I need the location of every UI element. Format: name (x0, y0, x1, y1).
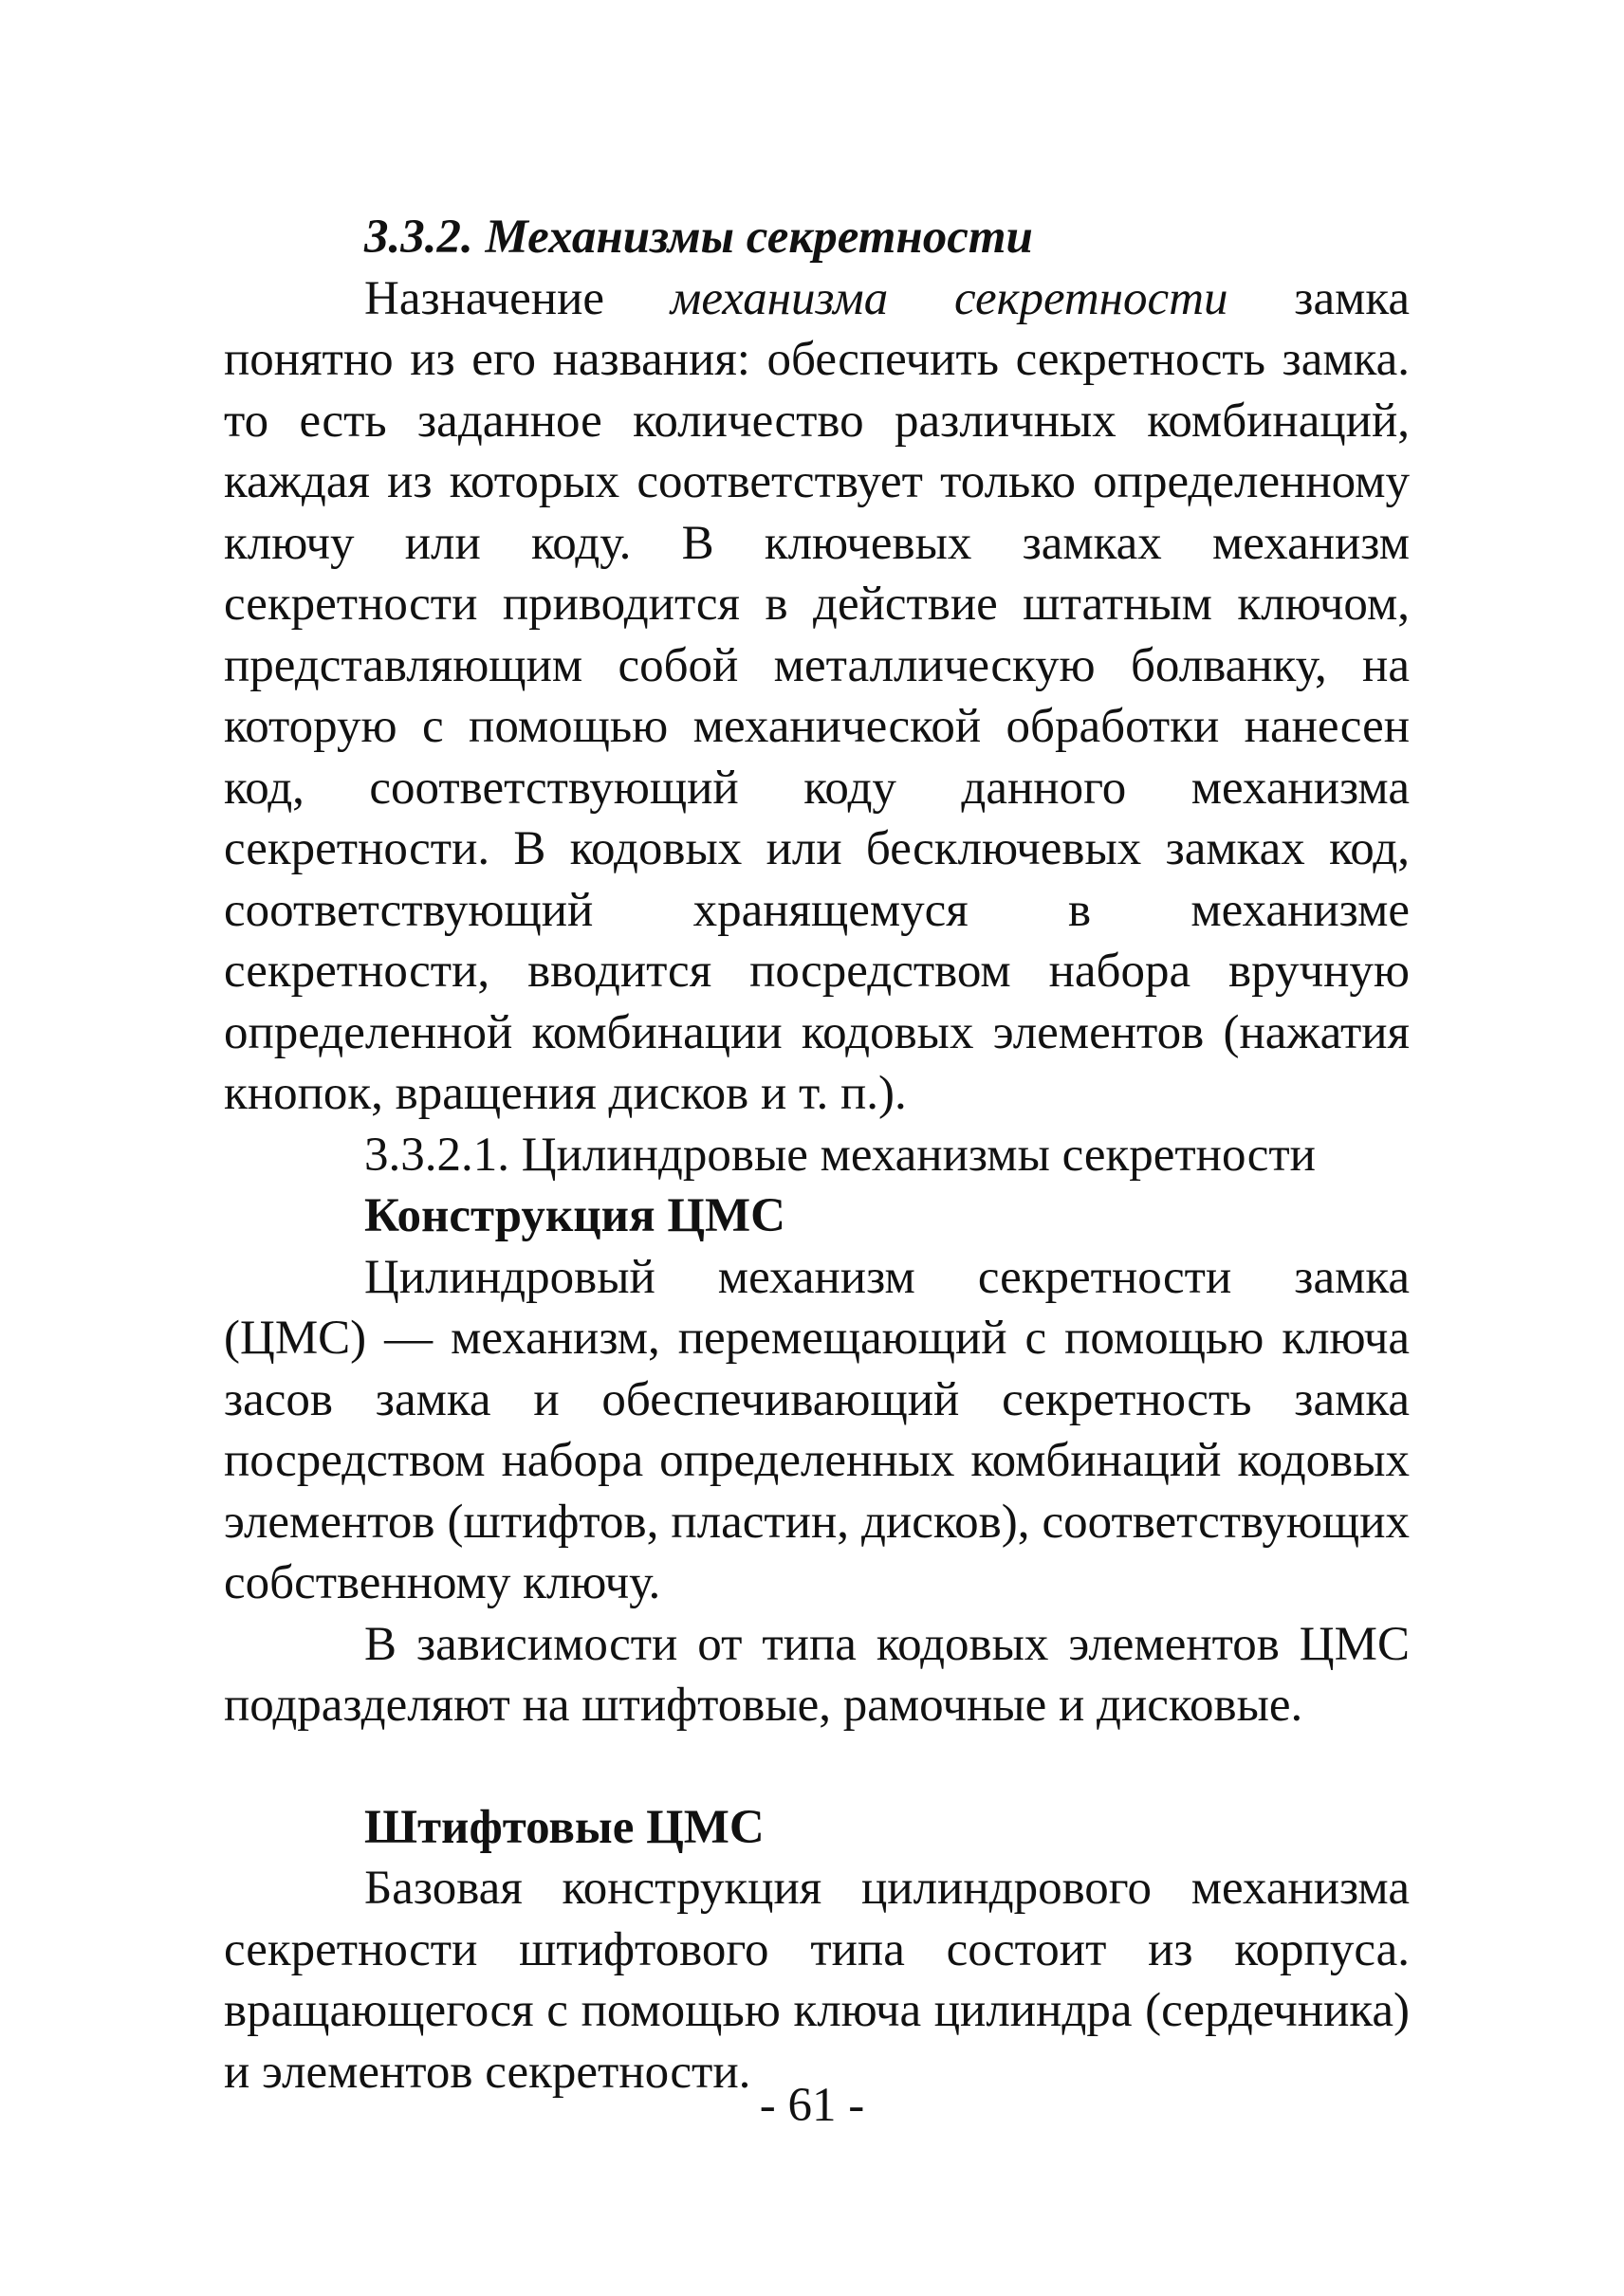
section-title: 3.3.2. Механизмы секретности (364, 211, 1033, 264)
pin-paragraph: Базовая конструкция цилиндрового механизма секретности штифтового типа состоит из корпуса. вращающегося с помощью ключа цилиндра (сердечника) и элементов секретности. (224, 1862, 1410, 2099)
construction-heading: Конструкция ЦМС (364, 1189, 785, 1242)
intro-paragraph (224, 268, 1410, 1125)
section-gap (224, 1736, 1410, 1797)
pin-heading: Штифтовые ЦМС (364, 1800, 765, 1854)
intro-term: механизма секретности (670, 271, 1228, 325)
page-number: - 61 - (759, 2079, 865, 2132)
construction-paragraph-1: Цилиндровый механизм секретности замка (ЦМС) — механизм, перемещающий с помощью ключа засов замка и обеспечивающий секретность замка посредством набора определенных комбинаций кодовых элементов (штифтов, пластин, дисков), соответствующих собственному ключу. (224, 1250, 1410, 1609)
construction-paragraph-2: В зависимости от типа кодовых элементов ЦМС подразделяют на штифтовые, рамочные и дисковые. (224, 1617, 1410, 1732)
text-column (224, 207, 1410, 2103)
subsection-title: 3.3.2.1. Цилиндровые механизмы секретности (364, 1128, 1316, 1182)
intro-rest: замка понятно из его названия: обеспечить секретность замка. то есть заданное количество различных комбинаций, каждая из которых соответствует только определенному ключу или коду. В ключевых замках механизм секретности приводится в действие штатным ключом, представляющим собой металлическую болванку, на которую с помощью механической обработки нанесен код, соответствующий коду данного механизма секретности. В кодовых или бесключевых замках код, соответствующий хранящемуся в механизме секретности, вводится посредством набора вручную определенной комбинации кодовых элементов (нажатия кнопок, вращения дисков и т. п.). (224, 271, 1410, 1120)
intro-lead: Назначение (364, 271, 671, 325)
